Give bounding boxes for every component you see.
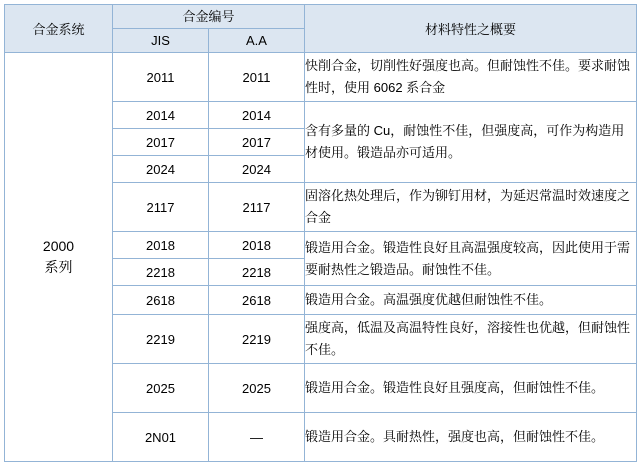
code-aa-cell: 2018 [209, 232, 305, 259]
code-aa-cell: — [209, 413, 305, 462]
description-cell: 含有多量的 Cu，耐蚀性不佳，但强度高，可作为构造用材使用。锻造品亦可适用。 [305, 102, 637, 183]
system-label-line1: 2000 [42, 238, 75, 254]
header-code-jis: JIS [113, 29, 209, 53]
header-description: 材料特性之概要 [305, 5, 637, 53]
code-jis-cell: 2017 [113, 129, 209, 156]
code-aa-cell: 2024 [209, 156, 305, 183]
code-jis-cell: 2018 [113, 232, 209, 259]
code-jis-cell: 2117 [113, 183, 209, 232]
description-cell: 锻造用合金。锻造性良好且强度高，但耐蚀性不佳。 [305, 364, 637, 413]
code-jis-cell: 2024 [113, 156, 209, 183]
description-cell: 锻造用合金。锻造性良好且高温强度较高，因此使用于需要耐热性之锻造品。耐蚀性不佳。 [305, 232, 637, 286]
table-header-row-1 [5, 5, 637, 29]
code-jis-cell: 2025 [113, 364, 209, 413]
code-aa-cell: 2219 [209, 315, 305, 364]
code-aa-cell: 2618 [209, 286, 305, 315]
code-jis-cell: 2011 [113, 53, 209, 102]
code-aa-cell: 2218 [209, 259, 305, 286]
description-cell: 固溶化热处理后，作为铆钉用材，为延迟常温时效速度之合金 [305, 183, 637, 232]
description-cell: 快削合金，切削性好强度也高。但耐蚀性不佳。要求耐蚀性时，使用 6062 系合金 [305, 53, 637, 102]
code-jis-cell: 2N01 [113, 413, 209, 462]
description-cell: 锻造用合金。具耐热性，强度也高，但耐蚀性不佳。 [305, 413, 637, 462]
system-2000-series [5, 53, 113, 462]
code-aa-cell: 2025 [209, 364, 305, 413]
code-aa-cell: 2117 [209, 183, 305, 232]
code-jis-cell: 2219 [113, 315, 209, 364]
description-cell: 锻造用合金。高温强度优越但耐蚀性不佳。 [305, 286, 637, 315]
description-cell: 强度高，低温及高温特性良好，溶接性也优越，但耐蚀性不佳。 [305, 315, 637, 364]
table-row [5, 53, 637, 102]
header-system: 合金系统 [5, 5, 113, 53]
system-label-line2: 系列 [44, 259, 73, 275]
code-aa-cell: 2017 [209, 129, 305, 156]
code-jis-cell: 2618 [113, 286, 209, 315]
code-jis-cell: 2014 [113, 102, 209, 129]
code-aa-cell: 2011 [209, 53, 305, 102]
document-page [0, 4, 640, 471]
header-code-aa: A.A [209, 29, 305, 53]
alloy-table [4, 4, 637, 462]
header-code-group: 合金编号 [113, 5, 305, 29]
code-jis-cell: 2218 [113, 259, 209, 286]
code-aa-cell: 2014 [209, 102, 305, 129]
